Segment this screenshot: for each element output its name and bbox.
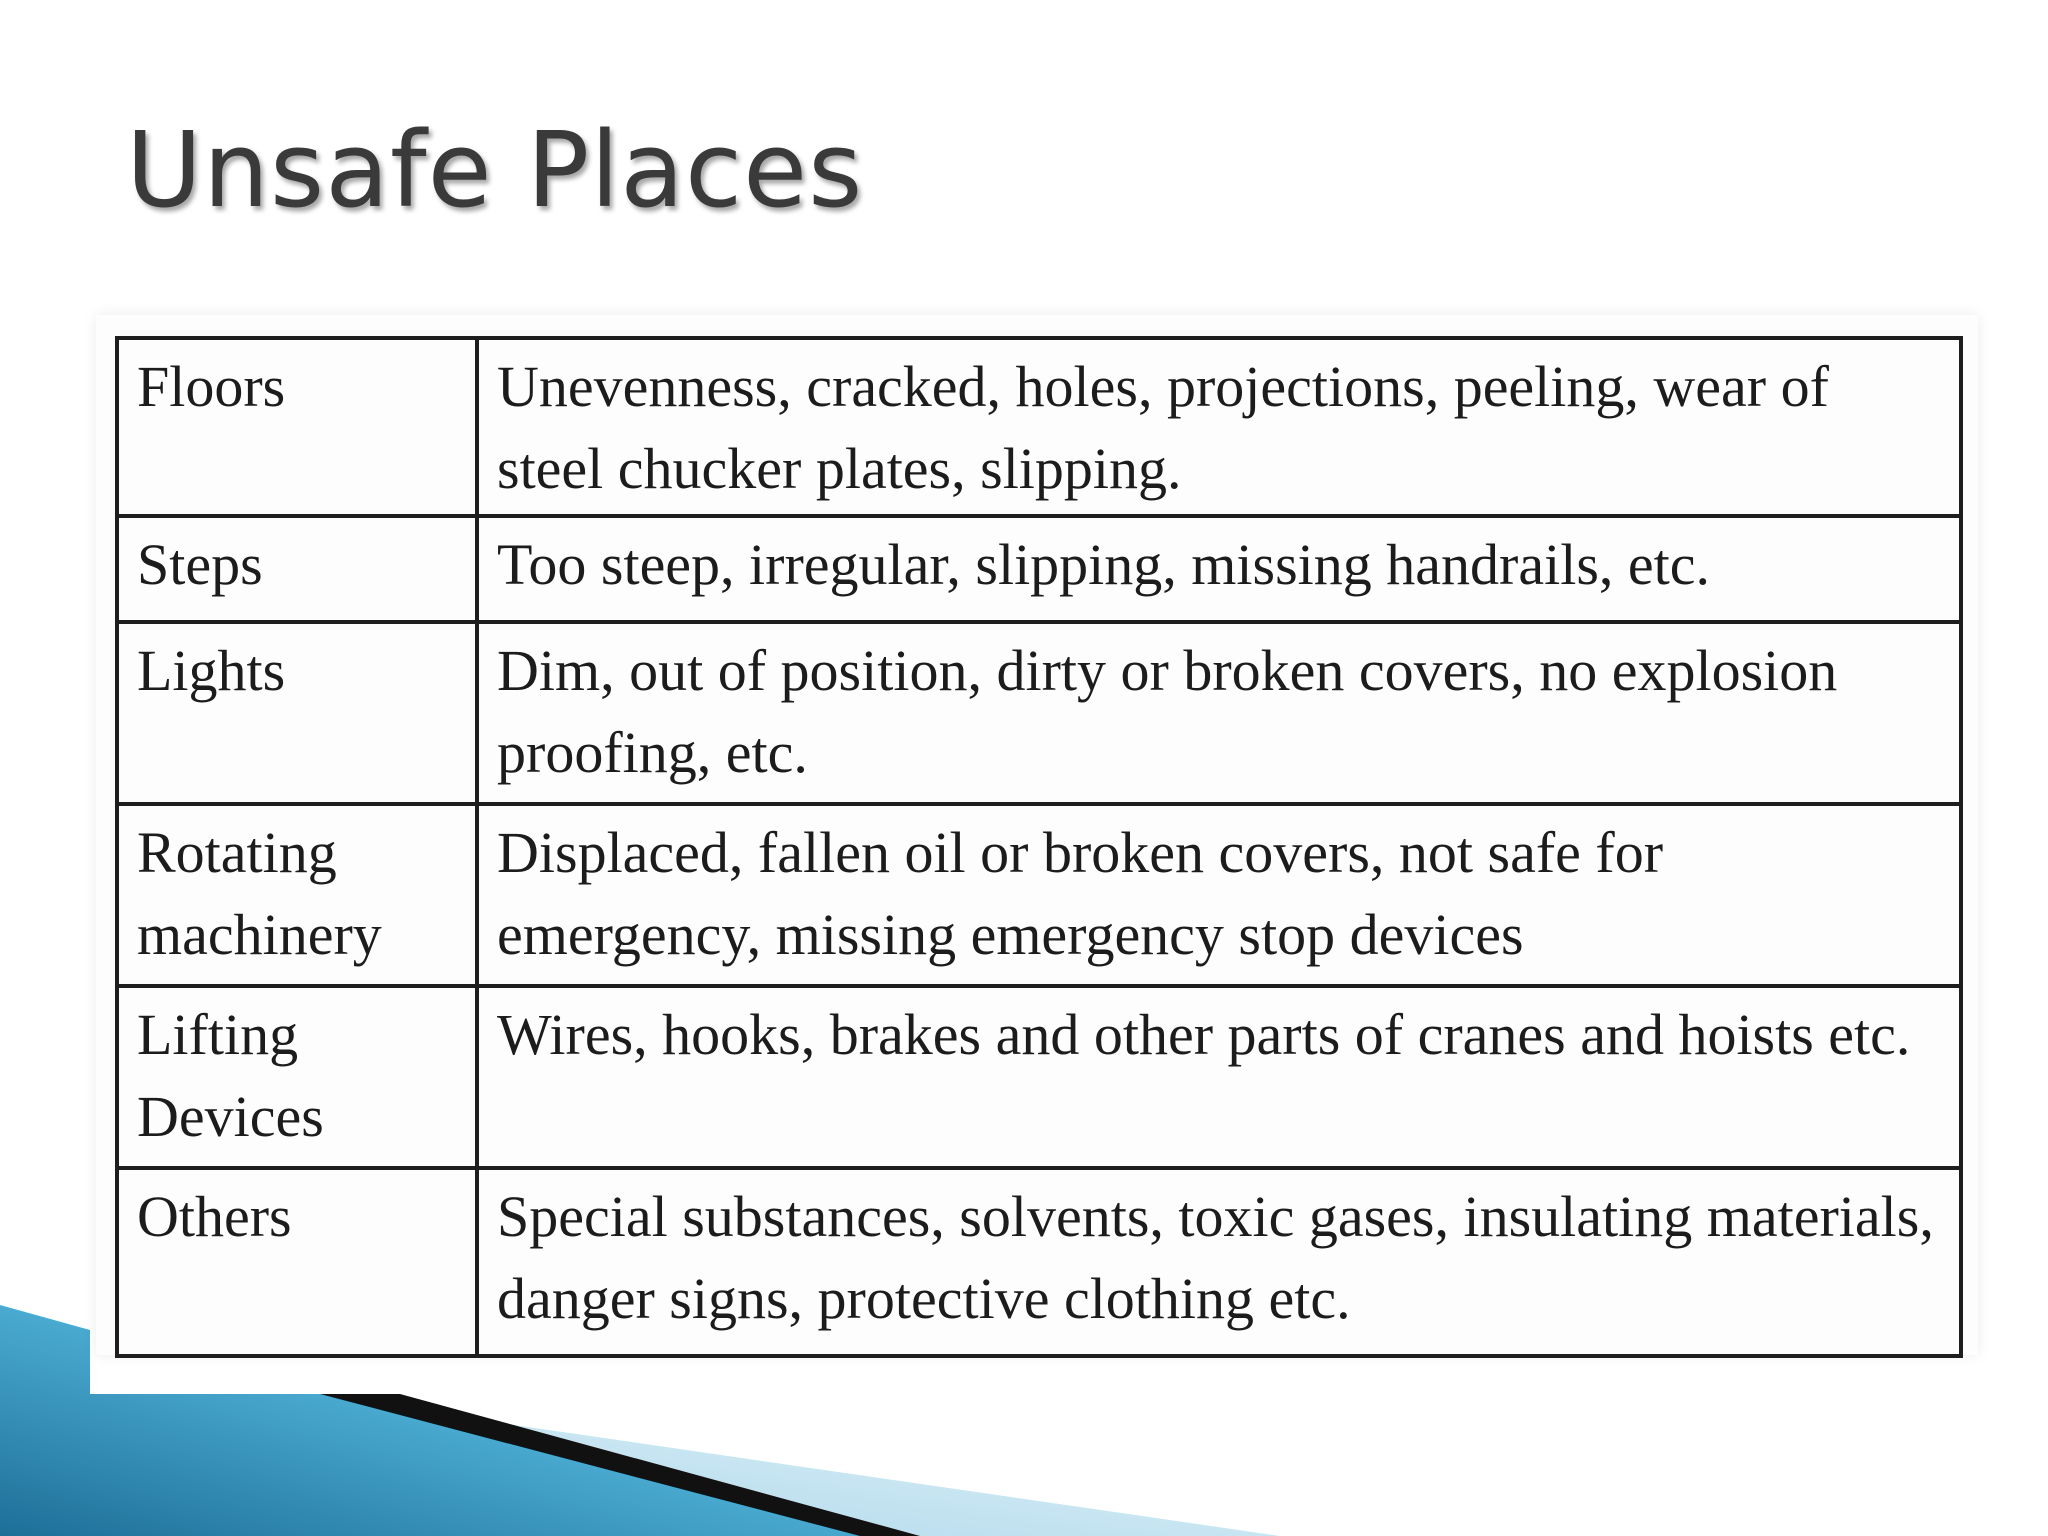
table-row (117, 804, 1961, 986)
place-cell: Floors (117, 338, 477, 516)
table-row (117, 622, 1961, 804)
hazard-description-cell: Unevenness, cracked, holes, projections, peeling, wear of steel chucker plates, slipping. (477, 338, 1961, 516)
place-cell: Lights (117, 622, 477, 804)
place-cell: Lifting Devices (117, 986, 477, 1168)
place-cell: Others (117, 1168, 477, 1356)
table-row (117, 516, 1961, 622)
place-cell: Rotating machinery (117, 804, 477, 986)
hazard-description-cell: Dim, out of position, dirty or broken covers, no explosion proofing, etc. (477, 622, 1961, 804)
hazard-description-cell: Special substances, solvents, toxic gases, insulating materials, danger signs, protective clothing etc. (477, 1168, 1961, 1356)
table-row (117, 338, 1961, 516)
slide-title: Unsafe Places (126, 109, 864, 231)
table-row (117, 1168, 1961, 1356)
hazard-description-cell: Displaced, fallen oil or broken covers, not safe for emergency, missing emergency stop devices (477, 804, 1961, 986)
hazard-description-cell: Too steep, irregular, slipping, missing handrails, etc. (477, 516, 1961, 622)
place-cell: Steps (117, 516, 477, 622)
table-row (117, 986, 1961, 1168)
hazard-description-cell: Wires, hooks, brakes and other parts of cranes and hoists etc. (477, 986, 1961, 1168)
unsafe-places-table (115, 336, 1963, 1358)
